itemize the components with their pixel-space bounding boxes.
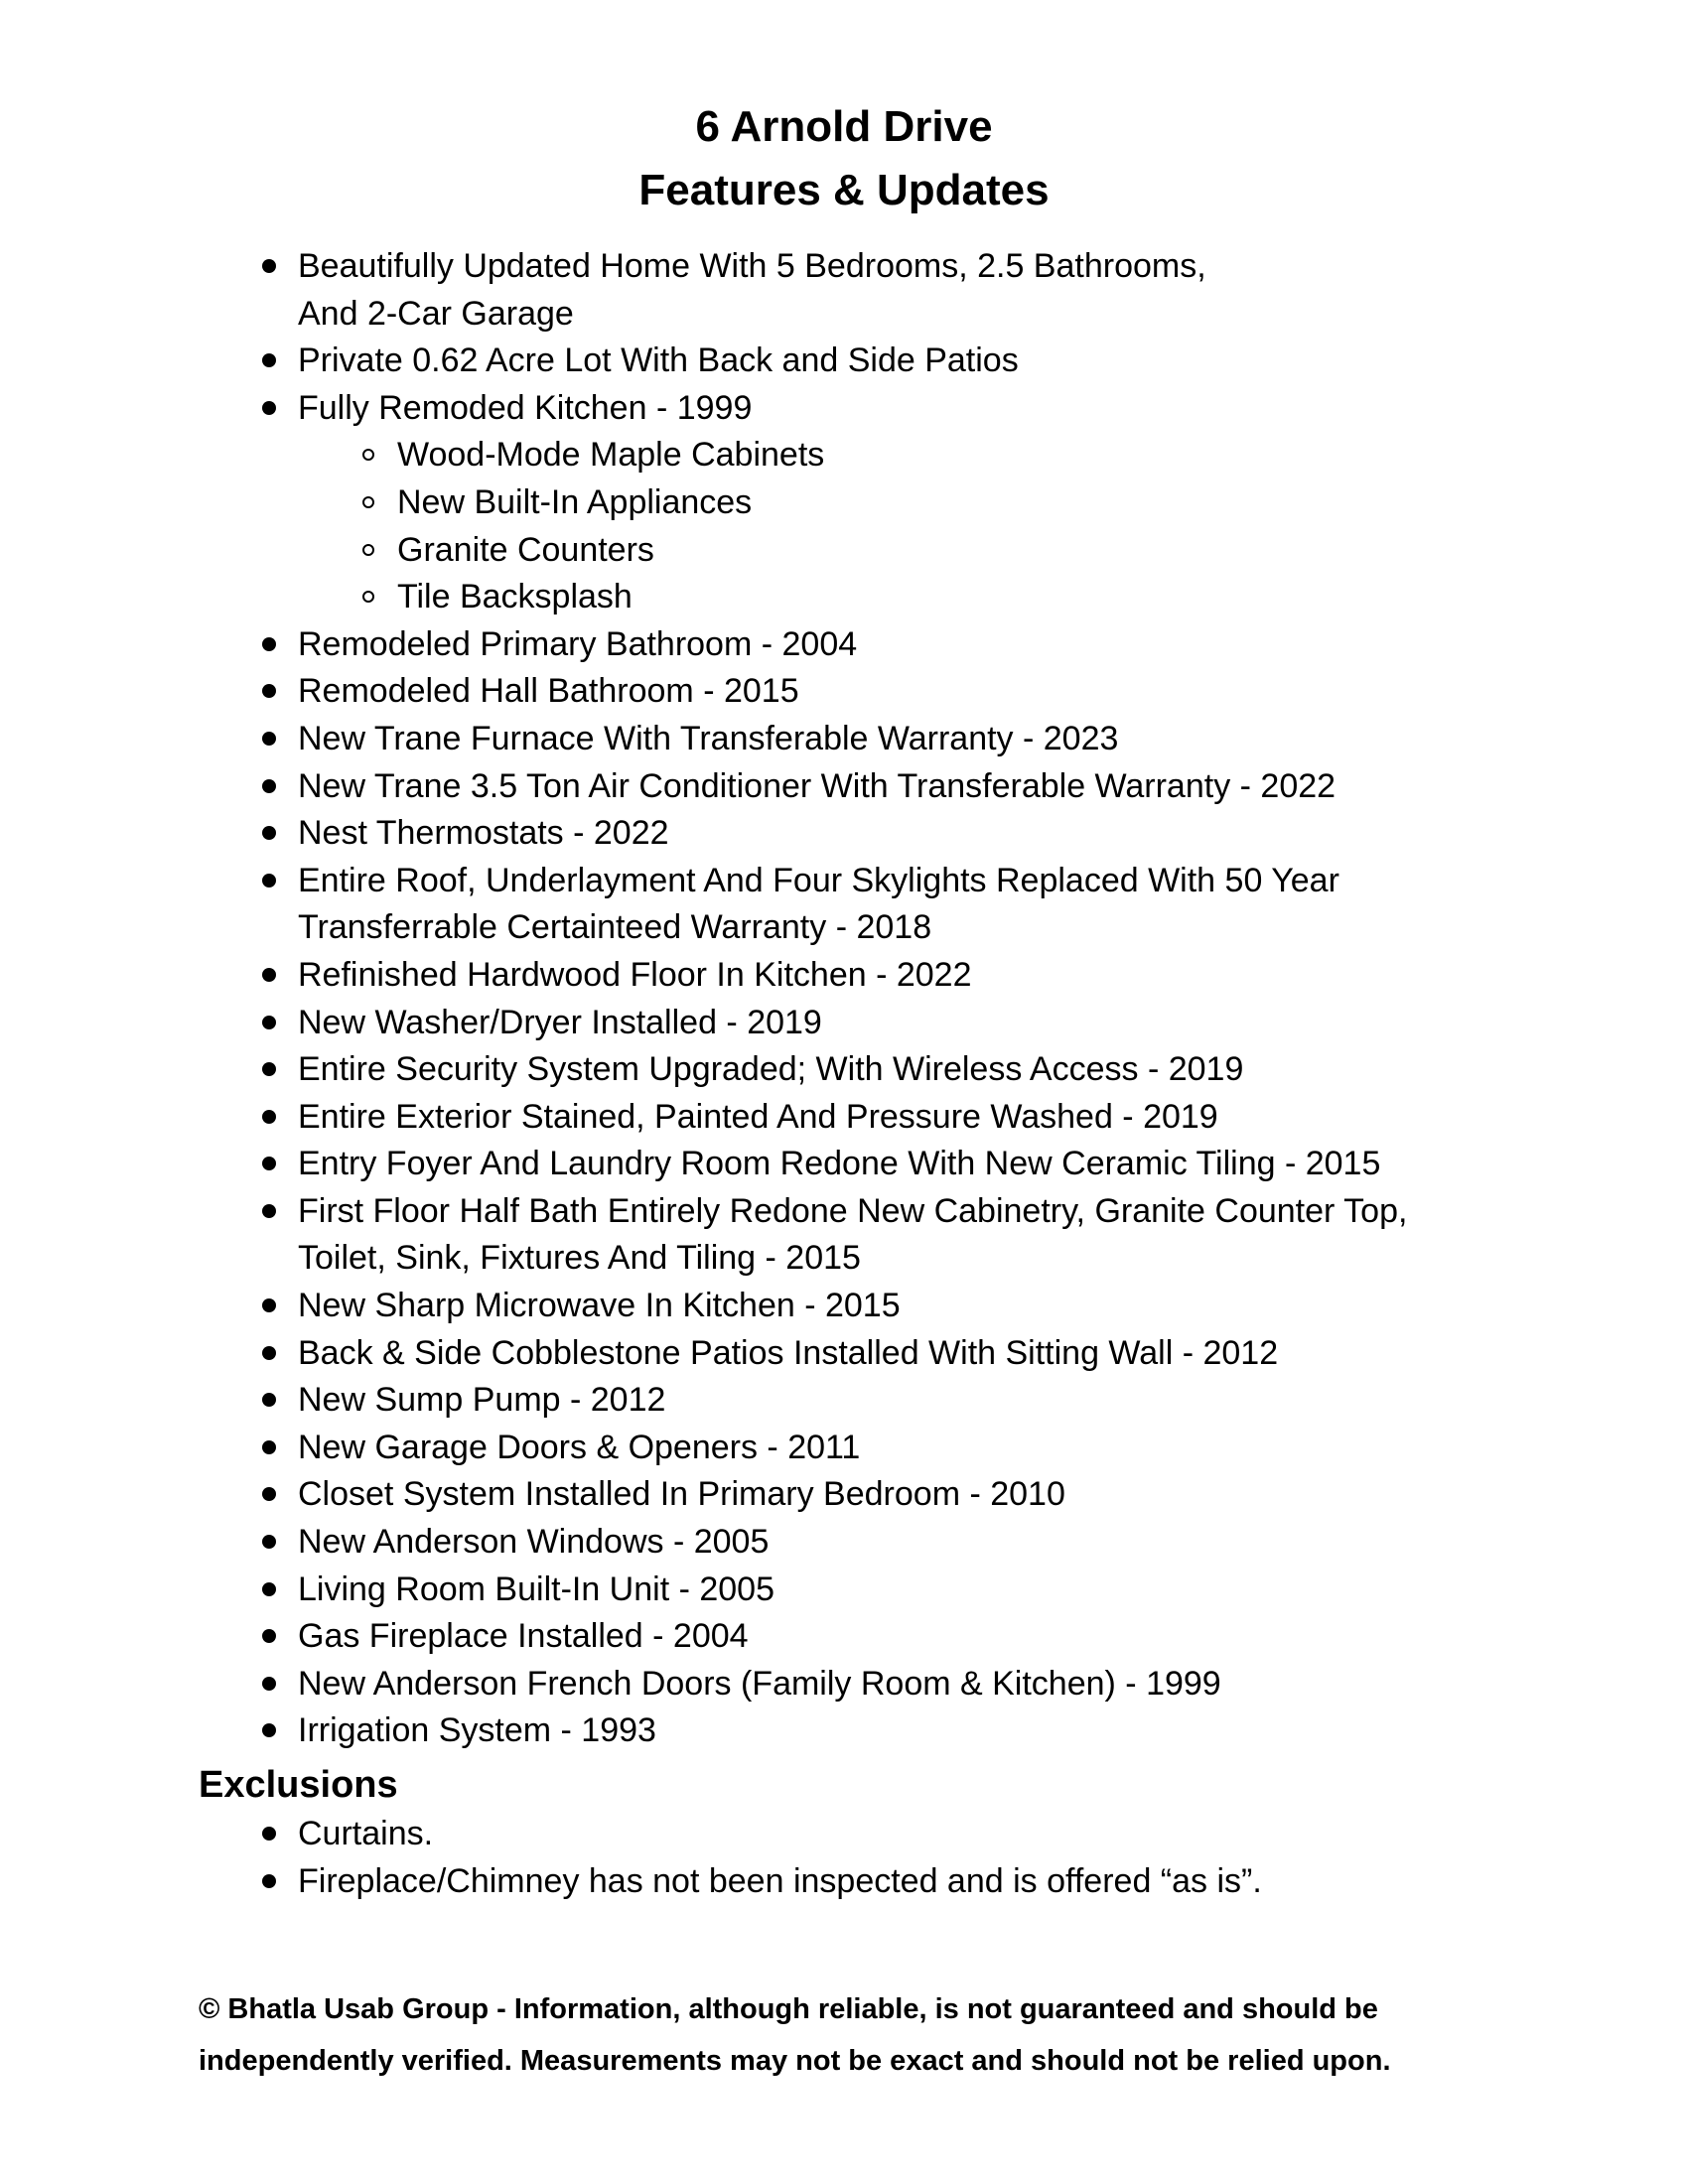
features-list	[298, 243, 1589, 1755]
feature-item	[298, 1519, 1589, 1567]
hollow-bullet-icon	[358, 527, 378, 575]
feature-text-continued: Toilet, Sink, Fixtures And Tiling - 2015	[298, 1239, 861, 1278]
feature-item	[298, 763, 1589, 811]
bullet-icon	[259, 1046, 279, 1094]
feature-item	[298, 243, 1589, 338]
bullet-icon	[259, 1519, 279, 1567]
feature-sublist	[298, 432, 1589, 620]
feature-item	[298, 1046, 1589, 1094]
feature-text: Gas Fireplace Installed - 2004	[298, 1617, 749, 1656]
bullet-icon	[259, 952, 279, 1000]
feature-text: Entire Exterior Stained, Painted And Pressure Washed - 2019	[298, 1097, 1218, 1136]
feature-item	[298, 716, 1589, 763]
feature-subitem	[397, 527, 1589, 575]
feature-text: Remodeled Primary Bathroom - 2004	[298, 624, 858, 663]
feature-text: First Floor Half Bath Entirely Redone New Cabinetry, Granite Counter Top,	[298, 1191, 1408, 1230]
bullet-icon	[259, 1377, 279, 1425]
bullet-icon	[259, 1141, 279, 1188]
feature-text: Refinished Hardwood Floor In Kitchen - 2022	[298, 955, 972, 994]
feature-item	[298, 668, 1589, 716]
feature-item	[298, 1141, 1589, 1188]
bullet-icon	[259, 338, 279, 385]
feature-item	[298, 1661, 1589, 1708]
feature-item	[298, 1188, 1589, 1283]
hollow-bullet-icon	[358, 479, 378, 527]
exclusion-item	[298, 1858, 1589, 1906]
feature-text: New Trane 3.5 Ton Air Conditioner With Transferable Warranty - 2022	[298, 766, 1336, 805]
feature-item	[298, 952, 1589, 1000]
feature-text: Living Room Built-In Unit - 2005	[298, 1570, 775, 1608]
feature-text: Nest Thermostats - 2022	[298, 814, 669, 853]
title-address: 6 Arnold Drive	[695, 102, 993, 151]
feature-text: New Trane Furnace With Transferable Warranty - 2023	[298, 719, 1119, 757]
feature-subitem	[397, 574, 1589, 621]
feature-text: Entire Roof, Underlayment And Four Skylights Replaced With 50 Year	[298, 861, 1339, 899]
feature-item	[298, 1094, 1589, 1142]
bullet-icon	[259, 621, 279, 669]
feature-text: Beautifully Updated Home With 5 Bedrooms, 2.5 Bathrooms,	[298, 247, 1206, 285]
exclusions-heading: Exclusions	[199, 1764, 398, 1806]
feature-item	[298, 621, 1589, 669]
feature-text: New Sharp Microwave In Kitchen - 2015	[298, 1287, 901, 1325]
bullet-icon	[259, 1000, 279, 1047]
bullet-icon	[259, 668, 279, 716]
feature-text: Irrigation System - 1993	[298, 1711, 656, 1750]
feature-item	[298, 1283, 1589, 1330]
bullet-icon	[259, 1094, 279, 1142]
feature-item	[298, 1567, 1589, 1614]
bullet-icon	[259, 1188, 279, 1236]
feature-subitem-text: New Built-In Appliances	[397, 482, 753, 521]
feature-text: New Anderson French Doors (Family Room & Kitchen) - 1999	[298, 1664, 1221, 1703]
feature-item	[298, 1377, 1589, 1425]
feature-item	[298, 1000, 1589, 1047]
feature-text-continued: Transferrable Certainteed Warranty - 2018	[298, 908, 932, 947]
feature-item	[298, 1425, 1589, 1472]
feature-item	[298, 1613, 1589, 1661]
bullet-icon	[259, 1330, 279, 1378]
bullet-icon	[259, 1661, 279, 1708]
hollow-bullet-icon	[358, 574, 378, 621]
bullet-icon	[259, 1811, 279, 1858]
bullet-icon	[259, 716, 279, 763]
feature-item	[298, 1330, 1589, 1378]
feature-text: New Anderson Windows - 2005	[298, 1523, 770, 1562]
bullet-icon	[259, 1567, 279, 1614]
feature-subitem	[397, 479, 1589, 527]
disclaimer-line: © Bhatla Usab Group - Information, although reliable, is not guaranteed and should be	[199, 1993, 1378, 2025]
title-subtitle: Features & Updates	[638, 166, 1050, 214]
exclusion-text: Curtains.	[298, 1815, 434, 1852]
feature-text: Private 0.62 Acre Lot With Back and Side Patios	[298, 341, 1019, 380]
bullet-icon	[259, 1858, 279, 1906]
feature-item	[298, 338, 1589, 385]
bullet-icon	[259, 763, 279, 811]
feature-text: Remodeled Hall Bathroom - 2015	[298, 672, 799, 711]
disclaimer-line: independently verified. Measurements may not be exact and should not be relied upon.	[199, 2045, 1391, 2077]
feature-subitem	[397, 432, 1589, 479]
feature-text: New Washer/Dryer Installed - 2019	[298, 1003, 822, 1041]
feature-subitem-text: Wood-Mode Maple Cabinets	[397, 436, 825, 475]
bullet-icon	[259, 858, 279, 905]
feature-item	[298, 1471, 1589, 1519]
feature-text: Entry Foyer And Laundry Room Redone With New Ceramic Tiling - 2015	[298, 1145, 1381, 1183]
bullet-icon	[259, 243, 279, 291]
feature-item	[298, 385, 1589, 621]
feature-text: New Garage Doors & Openers - 2011	[298, 1428, 861, 1466]
feature-item	[298, 810, 1589, 858]
page-title	[0, 95, 1688, 222]
bullet-icon	[259, 1613, 279, 1661]
bullet-icon	[259, 810, 279, 858]
hollow-bullet-icon	[358, 432, 378, 479]
feature-text-continued: And 2-Car Garage	[298, 294, 574, 333]
feature-text: Back & Side Cobblestone Patios Installed With Sitting Wall - 2012	[298, 1333, 1279, 1372]
bullet-icon	[259, 1471, 279, 1519]
disclaimer-footer	[199, 1983, 1539, 2087]
bullet-icon	[259, 1425, 279, 1472]
bullet-icon	[259, 1283, 279, 1330]
feature-text: New Sump Pump - 2012	[298, 1381, 666, 1420]
feature-item	[298, 1707, 1589, 1755]
feature-text: Fully Remoded Kitchen - 1999	[298, 388, 753, 427]
exclusions-list	[298, 1811, 1589, 1905]
exclusion-item	[298, 1811, 1589, 1858]
feature-subitem-text: Granite Counters	[397, 530, 654, 569]
feature-text: Closet System Installed In Primary Bedroom - 2010	[298, 1475, 1065, 1514]
feature-subitem-text: Tile Backsplash	[397, 578, 633, 616]
bullet-icon	[259, 1707, 279, 1755]
bullet-icon	[259, 385, 279, 433]
feature-item	[298, 858, 1589, 952]
feature-text: Entire Security System Upgraded; With Wireless Access - 2019	[298, 1050, 1244, 1089]
exclusion-text: Fireplace/Chimney has not been inspected and is offered “as is”.	[298, 1861, 1262, 1900]
